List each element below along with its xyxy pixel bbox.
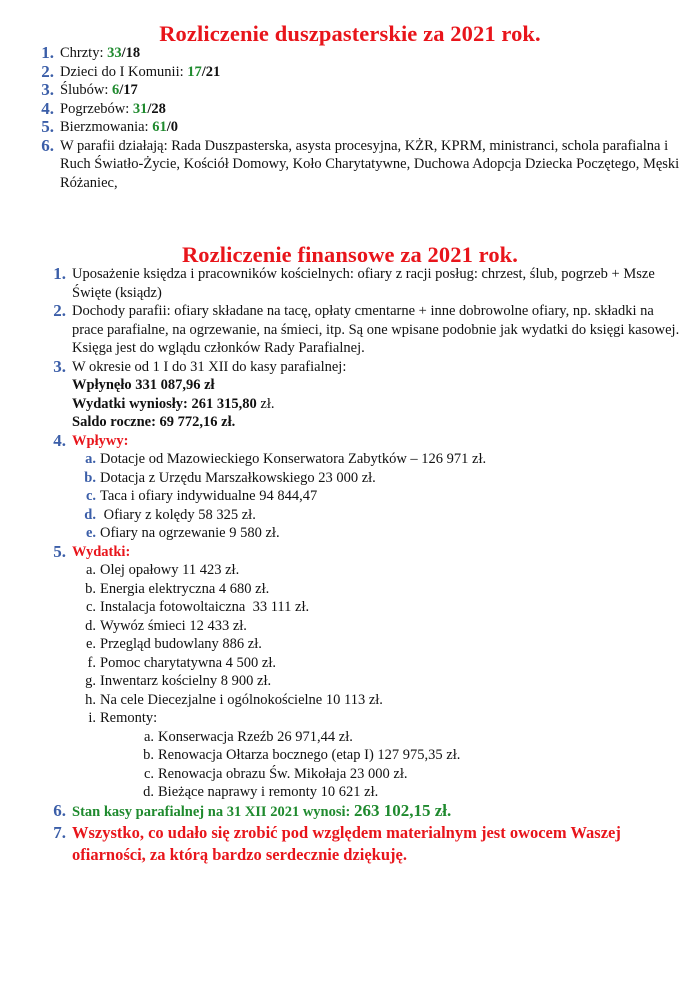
pastoral-item-communion bbox=[41, 61, 680, 82]
expense-entry bbox=[85, 580, 684, 599]
income-entry bbox=[85, 450, 684, 469]
expense-entry bbox=[85, 691, 684, 710]
cash-balance-label: Stan kasy parafialnej na 31 XII 2021 wynosi: bbox=[72, 803, 354, 820]
income-entry bbox=[85, 487, 684, 506]
entry-text: Instalacja fotowoltaiczna 33 111 zł. bbox=[100, 599, 310, 615]
entry-letter: h. bbox=[85, 691, 96, 708]
item-number: 5. bbox=[53, 541, 66, 561]
entry-text: Renowacja Ołtarza bocznego (etap I) 127 975,35 zł. bbox=[158, 747, 461, 763]
item-number: 4. bbox=[53, 430, 66, 450]
pastoral-item-groups bbox=[41, 135, 680, 193]
pastoral-item-funerals bbox=[41, 98, 680, 119]
entry-letter: a. bbox=[143, 728, 154, 745]
entry-letter: b. bbox=[84, 469, 96, 486]
repair-entry bbox=[143, 746, 684, 765]
entry-letter: e. bbox=[85, 525, 96, 541]
entry-letter: a. bbox=[85, 451, 96, 467]
entry-letter: d. bbox=[84, 506, 96, 523]
entry-letter: d. bbox=[85, 617, 96, 634]
item-number: 6. bbox=[41, 135, 54, 155]
annual-balance: Saldo roczne: 69 772,16 zł. bbox=[72, 414, 236, 430]
value-current: 6 bbox=[111, 82, 120, 98]
entry-text: Remonty: bbox=[100, 710, 158, 726]
value-current: 17 bbox=[187, 63, 202, 80]
financial-summary-title: Rozliczenie finansowe za 2021 rok. bbox=[181, 242, 519, 267]
entry-text: Ofiary z kolędy 58 325 zł. bbox=[100, 506, 256, 523]
expense-entry-repairs bbox=[88, 709, 684, 728]
income-heading: Wpływy: bbox=[72, 432, 129, 449]
entry-text: Inwentarz kościelny 8 900 zł. bbox=[100, 673, 272, 689]
item-number: 1. bbox=[41, 43, 54, 62]
item-number: 1. bbox=[53, 264, 66, 283]
entry-text: Renowacja obrazu Św. Mikołaja 23 000 zł. bbox=[158, 765, 408, 782]
item-number: 7. bbox=[53, 823, 66, 842]
entry-text: Na cele Diecezjalne i ogólnokościelne 10 113 zł. bbox=[100, 691, 383, 708]
value-current: 33 bbox=[107, 45, 122, 61]
value-previous: 17 bbox=[123, 82, 138, 98]
value-separator: / bbox=[201, 63, 206, 80]
finance-item-cash-summary bbox=[53, 356, 684, 432]
item-label: Dzieci do I Komunii: bbox=[60, 63, 188, 80]
income-entry bbox=[85, 524, 684, 543]
value-previous: 21 bbox=[205, 63, 221, 80]
expense-entry bbox=[85, 635, 684, 654]
expenses-line bbox=[72, 395, 684, 414]
repair-entry bbox=[143, 728, 684, 747]
entry-letter: d. bbox=[143, 784, 154, 800]
expenses-heading: Wydatki: bbox=[72, 543, 131, 560]
item-number: 4. bbox=[41, 98, 54, 118]
expense-entry bbox=[85, 561, 684, 580]
entry-letter: e. bbox=[85, 636, 96, 652]
entry-letter: f. bbox=[87, 654, 96, 671]
expense-entry bbox=[85, 598, 684, 617]
entry-text: Pomoc charytatywna 4 500 zł. bbox=[100, 654, 276, 671]
item-text: W parafii działają: Rada Duszpasterska, asysta procesyjna, KŻR, KPRM, ministranci, schola parafialna i Ruch Światło-Życie, Kościół Domowy, Koło Charytatywne, Duchowa Adopcja Dziecka Poczętego, Męski Różaniec, bbox=[60, 137, 680, 191]
pastoral-summary-title: Rozliczenie duszpasterskie za 2021 rok. bbox=[159, 21, 541, 46]
finance-item-thanks bbox=[53, 822, 684, 865]
pastoral-item-weddings bbox=[41, 80, 680, 100]
value-separator: / bbox=[119, 82, 124, 98]
income-entry bbox=[84, 469, 684, 488]
item-number: 3. bbox=[53, 356, 66, 376]
entry-letter: a. bbox=[85, 562, 96, 578]
value-separator: / bbox=[147, 100, 152, 117]
income-total: Wpłynęło 331 087,96 zł bbox=[72, 377, 215, 393]
entry-text: Bieżące naprawy i remonty 10 621 zł. bbox=[158, 784, 379, 800]
item-label: Bierzmowania: bbox=[60, 119, 153, 135]
pastoral-item-confirmations bbox=[41, 117, 680, 137]
entry-text: Konserwacja Rzeźb 26 971,44 zł. bbox=[158, 728, 353, 745]
value-current: 31 bbox=[132, 100, 148, 117]
expenses-total: Wydatki wyniosły: 261 315,80 bbox=[72, 395, 257, 412]
value-previous: 18 bbox=[125, 45, 141, 61]
entry-text: Taca i ofiary indywidualne 94 844,47 bbox=[100, 488, 318, 504]
cash-intro: W okresie od 1 I do 31 XII do kasy parafialnej: bbox=[72, 358, 347, 375]
entry-text: Olej opałowy 11 423 zł. bbox=[100, 562, 240, 578]
cash-balance-amount: 263 102,15 zł. bbox=[354, 800, 452, 820]
value-previous: 0 bbox=[170, 119, 178, 135]
value-separator: / bbox=[121, 45, 126, 61]
entry-letter: c. bbox=[143, 765, 154, 782]
entry-letter: c. bbox=[85, 599, 96, 615]
income-entry bbox=[84, 506, 684, 525]
item-label: Ślubów: bbox=[60, 82, 112, 98]
finance-item-parish-income bbox=[53, 301, 684, 358]
entry-letter: b. bbox=[143, 747, 154, 763]
value-separator: / bbox=[166, 119, 171, 135]
entry-text: Przegląd budowlany 886 zł. bbox=[100, 636, 262, 652]
value-current: 61 bbox=[152, 119, 167, 135]
entry-letter: g. bbox=[85, 673, 96, 689]
expense-entry bbox=[85, 617, 684, 636]
item-number: 5. bbox=[41, 117, 54, 136]
item-number: 6. bbox=[53, 800, 66, 820]
repair-entry bbox=[143, 783, 684, 802]
pastoral-item-baptisms bbox=[41, 43, 680, 63]
item-number: 2. bbox=[53, 301, 66, 320]
item-text: Uposażenie księdza i pracowników kościelnych: ofiary z racji posług: chrzest, ślub, pogrzeb + Msze Święte (ksiądz) bbox=[72, 266, 655, 301]
item-label: Pogrzebów: bbox=[60, 100, 133, 117]
entry-text: Dotacja z Urzędu Marszałkowskiego 23 000 zł. bbox=[100, 469, 376, 486]
expense-entry bbox=[87, 654, 684, 673]
repair-entry bbox=[143, 765, 684, 784]
thanks-message: Wszystko, co udało się zrobić pod względem materialnym jest owocem Waszej ofiarności, za którą bardzo serdecznie dziękuję. bbox=[72, 823, 621, 864]
finance-item-income bbox=[53, 430, 684, 543]
entry-text: Dotacje od Mazowieckiego Konserwatora Zabytków – 126 971 zł. bbox=[100, 451, 487, 467]
finance-item-cash-balance bbox=[53, 800, 684, 822]
entry-text: Wywóz śmieci 12 433 zł. bbox=[100, 617, 247, 634]
pastoral-list bbox=[41, 43, 680, 192]
item-number: 2. bbox=[41, 61, 54, 81]
expenses-unit: zł. bbox=[256, 395, 275, 412]
entry-text: Energia elektryczna 4 680 zł. bbox=[100, 580, 270, 597]
item-number: 3. bbox=[41, 80, 54, 99]
value-previous: 28 bbox=[151, 100, 166, 117]
item-text: Dochody parafii: ofiary składane na tacę, opłaty cmentarne + inne dobrowolne ofiary, np. składki na prace parafialne, na ogrzewanie, na śmieci, itp. Są one wpisane podobnie jak wydatki do księgi kasowej. Księga jest do wglądu członków Rady Parafialnej. bbox=[72, 303, 680, 356]
finance-item-salaries bbox=[53, 264, 684, 302]
item-label: Chrzty: bbox=[60, 45, 108, 61]
entry-letter: c. bbox=[85, 488, 96, 504]
finance-item-expenses bbox=[53, 541, 684, 802]
entry-letter: b. bbox=[85, 580, 96, 597]
financial-list bbox=[53, 264, 684, 865]
entry-letter: i. bbox=[88, 710, 96, 726]
entry-text: Ofiary na ogrzewanie 9 580 zł. bbox=[100, 525, 280, 541]
expense-entry bbox=[85, 672, 684, 691]
